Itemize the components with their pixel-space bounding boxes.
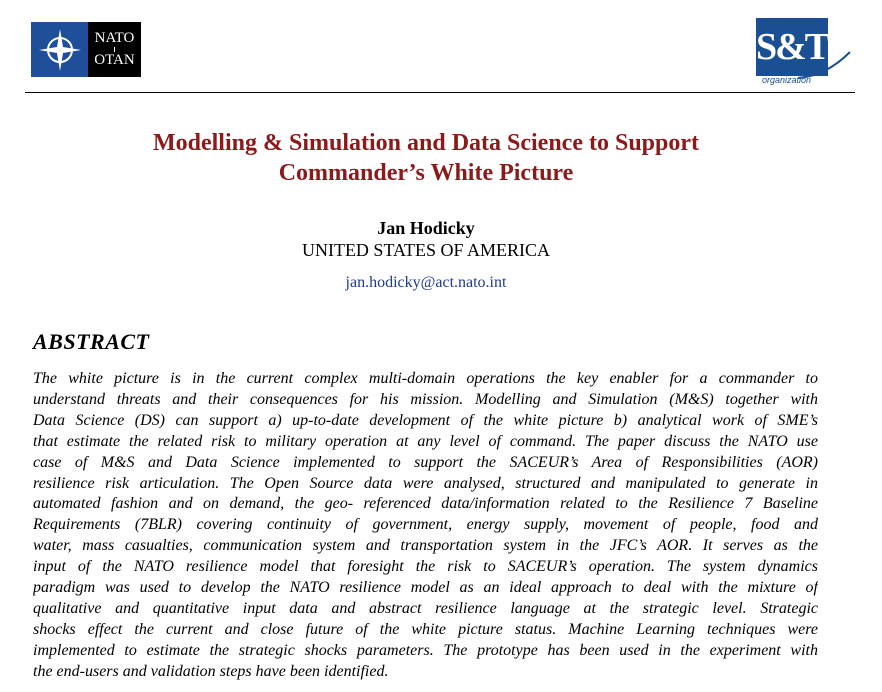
title-line: Commander’s White Picture — [278, 160, 574, 186]
author-name: Jan Hodicky — [377, 218, 475, 238]
abstract-line: the end-users and validation steps have been identified. — [33, 662, 389, 680]
nato-logo-line2: OTAN — [94, 52, 135, 68]
st-logo-mark: S&T — [756, 18, 828, 76]
nato-compass-icon — [31, 22, 88, 77]
st-organization-logo — [756, 18, 852, 88]
nato-logo — [31, 22, 141, 77]
author-email-link[interactable]: jan.hodicky@act.nato.int — [345, 274, 507, 291]
header-divider — [25, 92, 855, 93]
abstract-line: that estimate the related risk to military operation at any level of command. The paper discuss the NATO use — [33, 432, 818, 450]
abstract-line: implemented to estimate the strategic shocks parameters. The prototype has been used in the experiment with — [33, 641, 818, 659]
abstract-line: water, mass casualties, communication system and transportation system in the JFC’s AOR. It serves as the — [33, 537, 818, 555]
nato-logo-line1: NATO — [94, 30, 135, 46]
paper-title — [0, 128, 852, 188]
abstract-line: qualitative and quantitative input data and abstract resilience language at the strategic level. Strategic — [33, 599, 818, 617]
abstract-line: automated fashion and on demand, the geo- referenced data/information related to the Resilience 7 Baseline — [33, 495, 818, 513]
abstract-body — [33, 369, 818, 683]
abstract-line: shocks effect the current and close future of the white picture status. Machine Learning techniques were — [33, 620, 818, 638]
title-line: Modelling & Simulation and Data Science to Support — [152, 130, 700, 156]
abstract-heading: ABSTRACT — [33, 329, 150, 354]
abstract-line: understand threats and their consequences for his mission. Modelling and Simulation (M&S) together with — [33, 390, 818, 408]
abstract-line: input of the NATO resilience model that foresight the risk to SACEUR’s operation. The system dynamics — [33, 558, 818, 576]
abstract-line: The white picture is in the current complex multi-domain operations the key enabler for a commander to — [33, 370, 818, 387]
abstract-line: Data Science (DS) can support a) up-to-date development of the white picture b) analytical work of SME’s — [33, 411, 818, 429]
abstract-line: resilience risk articulation. The Open Source data were analysed, structured and manipulated to generate in — [33, 474, 818, 492]
st-logo-subtitle: organization — [762, 75, 812, 85]
abstract-line: case of M&S and Data Science implemented to support the SACEUR’s Area of Responsibilities (AOR) — [33, 453, 818, 471]
abstract-line: paradigm was used to develop the NATO resilience model as an ideal approach to deal with the mixture of — [33, 579, 818, 597]
author-affiliation: UNITED STATES OF AMERICA — [301, 240, 551, 260]
abstract-line: Requirements (7BLR) covering continuity of government, energy supply, movement of people, food and — [33, 516, 818, 534]
